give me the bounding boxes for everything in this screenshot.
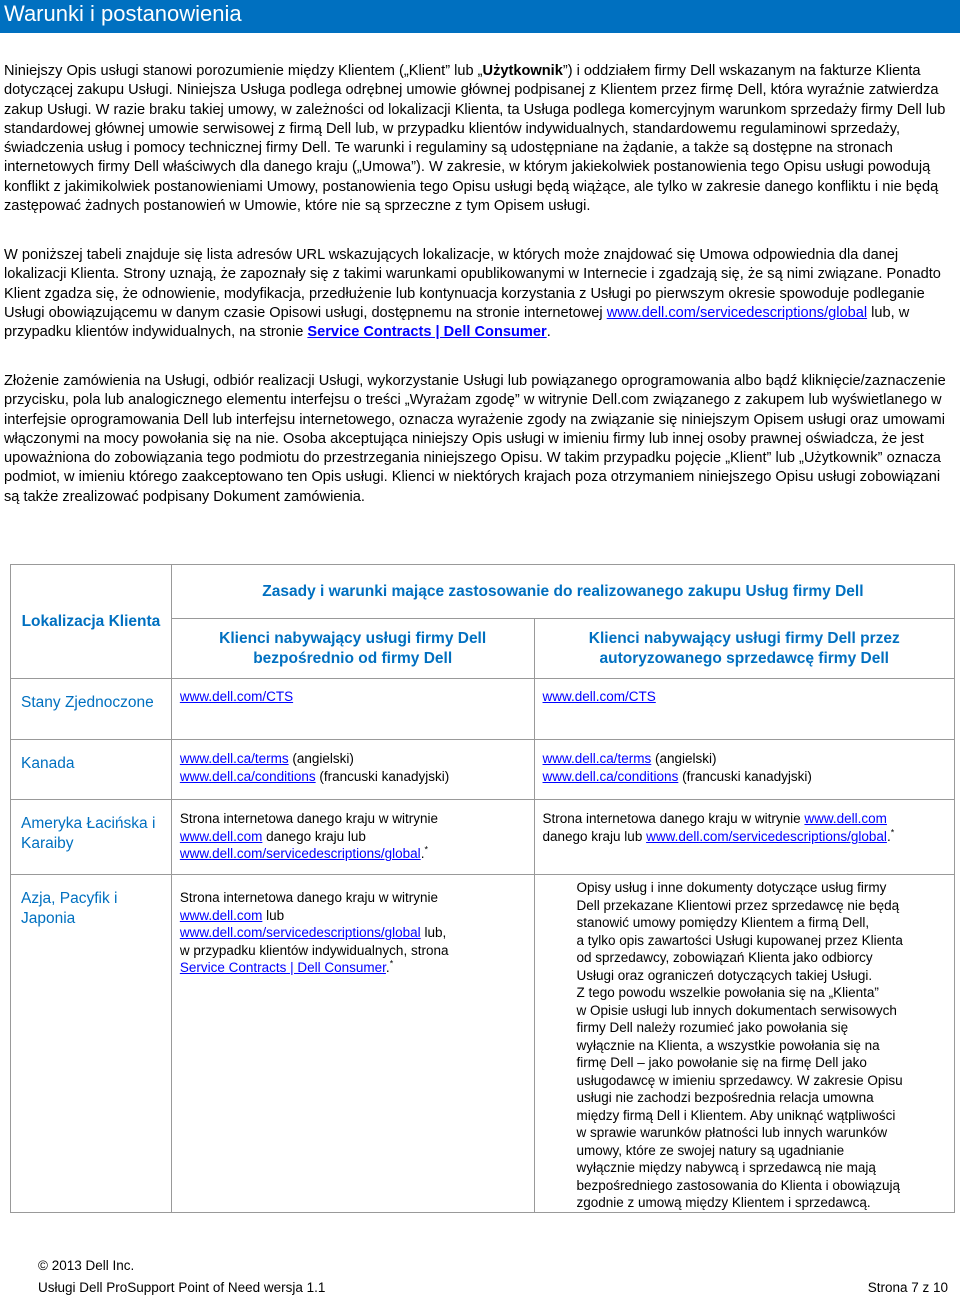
footer-page-number: Strona 7 z 10 <box>867 1280 948 1295</box>
link-us-cts-reseller[interactable]: www.dell.com/CTS <box>542 689 656 704</box>
notice-line: firmę Dell – jako powołanie się na firmę Dell jako <box>576 1055 867 1070</box>
notice-line: firmy Dell należy rozumieć jako powołania się <box>576 1020 849 1035</box>
link-la-sd-direct[interactable]: www.dell.com/servicedescriptions/global <box>179 846 421 861</box>
link-ap-dell[interactable]: www.dell.com <box>179 907 263 923</box>
notice-line: usługodawcę w imieniu sprzedawcy. W zakresie Opisu <box>576 1072 903 1088</box>
notice-line: Opisy usług i inne dokumenty dotyczące usług firmy <box>576 880 887 895</box>
notice-line: a tylko opis zawartości Usługi kupowanej przez Klienta <box>576 932 903 948</box>
link-service-contracts[interactable]: Service Contracts | Dell Consumer <box>307 324 547 341</box>
link-ca-terms-reseller[interactable]: www.dell.ca/terms <box>542 751 652 766</box>
notice-line: wyłącznie na Klienta, a wszystkie powołania się na <box>576 1037 880 1053</box>
notice-line: wyłącznie między nabywcą i sprzedawcą nie mają <box>576 1160 876 1175</box>
p1-bold-user: Użytkownik <box>482 63 563 79</box>
notice-line: Z tego powodu wszelkie powołania się na „Klienta” <box>576 985 879 1000</box>
table-row <box>11 679 955 740</box>
header-terms: Zasady i warunki mające zastosowanie do realizowanego zakupu Usług firmy Dell <box>171 565 954 619</box>
p3-text: Złożenie zamówienia na Usługi, odbiór realizacji Usługi, wykorzystanie Usługi lub powiązanego oprogramowania albo bądź kliknięcie/zaznaczenie przycisku, pola lub analogicznego elementu interfejsu o treści „Wyrażam zgodę” w witrynie Dell.com związanego z zakupem lub wyświetlanego w interfejsie oprogramowania Dell lub interfejsu internetowego, oznacza wyrażenie zgody na związanie się niniejszym Opisem usługi oraz umowami włączonymi na mocy powołania się na nie. Osoba akceptująca niniejszy Opis usługi w imieniu firmy lub innej osoby prawnej oświadcza, że jest upoważniona do zobowiązania tego podmiotu do przestrzegania niniejszego Opisu. W takim przypadku pojęcie „Klient” lub „Użytkownik” oznacza podmiot, w imieniu którego zaakceptowano ten Opis usługi. Klienci w niektórych krajach poza otrzymaniem niniejszego Opisu usługi zobowiązani są także zrealizować podpisany Dokument zamówienia. <box>4 373 946 505</box>
title-bar <box>0 0 960 33</box>
notice-line: w Opisie usługi lub innych dokumentach serwisowych <box>576 1002 897 1018</box>
footer-document: Usługi Dell ProSupport Point of Need wersja 1.1 <box>38 1280 326 1295</box>
notice-line: usługi nie zachodzi bezpośrednia relacja umowna <box>576 1090 874 1105</box>
link-ap-service-contracts[interactable]: Service Contracts | Dell Consumer <box>179 960 386 975</box>
notice-line: Usługi oraz ograniczeń dotyczących takiej Usługi. <box>576 967 873 983</box>
header-reseller: Klienci nabywający usługi firmy Dell przez autoryzowanego sprzedawcę firmy Dell <box>534 619 955 679</box>
loc-apj: Azja, Pacyfik i Japonia <box>11 875 172 1213</box>
footer-copyright: © 2013 Dell Inc. <box>38 1258 135 1273</box>
link-la-dell-direct[interactable]: www.dell.com <box>179 828 263 844</box>
notice-line: stanowić umowy pomiędzy Klientem a firmą Dell, <box>576 915 870 930</box>
paragraph-urls <box>4 246 956 342</box>
notice-line: Dell przekazane Klientowi przez sprzedawcę nie będą <box>576 897 900 913</box>
p1-text-b: ”) i oddziałem firmy Dell wskazanym na fakturze Klienta dotyczącej zakupu Usługi. Niniejsza Usługa podlega odrębnej umowie głównej podpisanej z Klientem przez firmę Dell, która wyraźnie zatwierdza zakup Usługi. W razie braku takiej umowy, w zależności od lokalizacji Klienta, ta Usługa podlega komercyjnym warunkom sprzedaży firmy Dell lub standardowej głównej umowie serwisowej z firmą Dell lub, w przypadku klientów indywidualnych, standardowemu regulaminowi sprzedaży, świadczenia usług i pomocy technicznej firmy Dell. Te warunki i regulaminy są udostępniane na żądanie, a także są dostępne na stronach internetowych firmy Dell właściwych dla danego kraju („Umowa”). W zakresie, w którym jakiekolwiek postanowienia tego Opisu usługi powodują konflikt z jakimikolwiek postanowieniami Umowy, postanowienia tego Opisu usługi będą wiążące, ale tylko w zakresie danego konfliktu i nie będą zastępować żadnych postanowień w Umowie, które nie są sprzeczne z tym Opisem usługi. <box>4 63 946 215</box>
page-title: Warunki i postanowienia <box>4 1 242 26</box>
link-ca-conditions-direct[interactable]: www.dell.ca/conditions <box>179 768 316 784</box>
table-row: Azja, Pacyfik i Japonia Strona internetowa danego kraju w witrynie www.dell.com lub www.dell.com/servicedescriptions/global lub, w przypadku klientów indywidualnych, strona Service Contracts | Dell Consumer.* Opisy usług i inne dokumenty dotyczące usług firmy Dell przekazane Klientowi przez sprzedawcę nie będą stanowić umowy pomiędzy Klientem a firmą Dell, a tylko opis zawartości Usługi kupowanej przez Klienta od sprzedawcy, zobowiązań Klienta jako odbiorcy Usługi oraz ograniczeń dotyczących takiej Usługi. Z tego powodu wszelkie powołania się na „Klienta” w Opisie usługi lub innych dokumentach serwisowych firmy Dell należy rozumieć jako powołania się wyłącznie na Klienta, a wszystkie powołania się na firmę Dell – jako powołanie się na firmę Dell jako usługodawcę w imieniu sprzedawcy. W zakresie Opisu usługi nie zachodzi bezpośrednia relacja umowna między firmą Dell i Klientem. Aby uniknąć wątpliwości w sprawie warunków płatności lub innych warunków umowy, które ze swojej natury są ugadnianie wyłącznie między nabywcą i sprzedawcą nie mają bezpośredniego zastosowania do Klienta i obowiązują zgodnie z umową między Klientem i sprzedawcą. <box>11 875 955 1213</box>
link-ap-sd[interactable]: www.dell.com/servicedescriptions/global <box>179 925 421 940</box>
header-location: Lokalizacja Klienta <box>11 565 172 679</box>
paragraph-agreement <box>4 62 956 216</box>
notice-line: zgodnie z umową między Klientem i sprzedawcą. <box>576 1195 871 1210</box>
link-us-cts-direct[interactable]: www.dell.com/CTS <box>179 689 294 704</box>
p2-text-a: W poniższej tabeli znajduje się lista adresów URL wskazujących lokalizacje, w których może znajdować się Umowa odpowiednia dla danej lokalizacji Klienta. Strony uznają, że zapoznały się z takimi warunkami opublikowanymi w Internecie i zgadzają się, że są nimi związane. Ponadto Klient zgadza się, że odnowienie, modyfikacja, przedłużenie lub kontynuacja korzystania z Usługi po pierwszym okresie spowoduje podleganie Usługi obowiązującemu w danym czasie Opisowi usługi, dostępnemu na stronie internetowej <box>4 247 941 321</box>
notice-line: bezpośredniego zastosowania do Klienta i obowiązują <box>576 1177 900 1193</box>
link-ca-conditions-reseller[interactable]: www.dell.ca/conditions <box>542 768 679 784</box>
link-la-dell-reseller[interactable]: www.dell.com <box>804 811 887 826</box>
notice-line: od sprzedawcy, zobowiązań Klienta jako odbiorcy <box>576 950 873 965</box>
header-direct: Klienci nabywający usługi firmy Dell bezpośrednio od firmy Dell <box>171 619 534 679</box>
paragraph-acceptance <box>4 372 956 507</box>
notice-line: w sprawie warunków płatności lub innych warunków <box>576 1125 888 1140</box>
p1-text-a: Niniejszy Opis usługi stanowi porozumienie między Klientem („Klient” lub „ <box>4 63 483 79</box>
notice-line: między firmą Dell i Klientem. Aby uniknąć wątpliwości <box>576 1107 896 1123</box>
link-la-sd-reseller[interactable]: www.dell.com/servicedescriptions/global <box>646 828 887 844</box>
table-row: Ameryka Łacińska i Karaiby Strona internetowa danego kraju w witrynie www.dell.com danego kraju lub www.dell.com/servicedescriptions/global.* Strona internetowa danego kraju w witrynie www.dell.com danego kraju lub www.dell.com/servicedescriptions/global.* <box>11 800 955 875</box>
loc-latam: Ameryka Łacińska i Karaiby <box>11 800 172 875</box>
p2-text-b: lub, w przypadku klientów indywidualnych, na stronie <box>4 304 910 341</box>
p2-text-c: . <box>546 324 551 341</box>
loc-us: Stany Zjednoczone <box>11 679 172 740</box>
reseller-notice <box>534 875 955 1213</box>
link-ca-terms-direct[interactable]: www.dell.ca/terms <box>179 751 289 766</box>
notice-line: umowy, które ze swojej natury są ugadnianie <box>576 1142 845 1158</box>
link-servicedescriptions[interactable]: www.dell.com/servicedescriptions/global <box>606 304 868 321</box>
terms-table <box>10 564 955 1213</box>
table-row: Kanada www.dell.ca/terms (angielski) www.dell.ca/conditions (francuski kanadyjski) www.dell.ca/terms (angielski) www.dell.ca/conditions (francuski kanadyjski) <box>11 740 955 800</box>
loc-canada: Kanada <box>11 740 172 800</box>
